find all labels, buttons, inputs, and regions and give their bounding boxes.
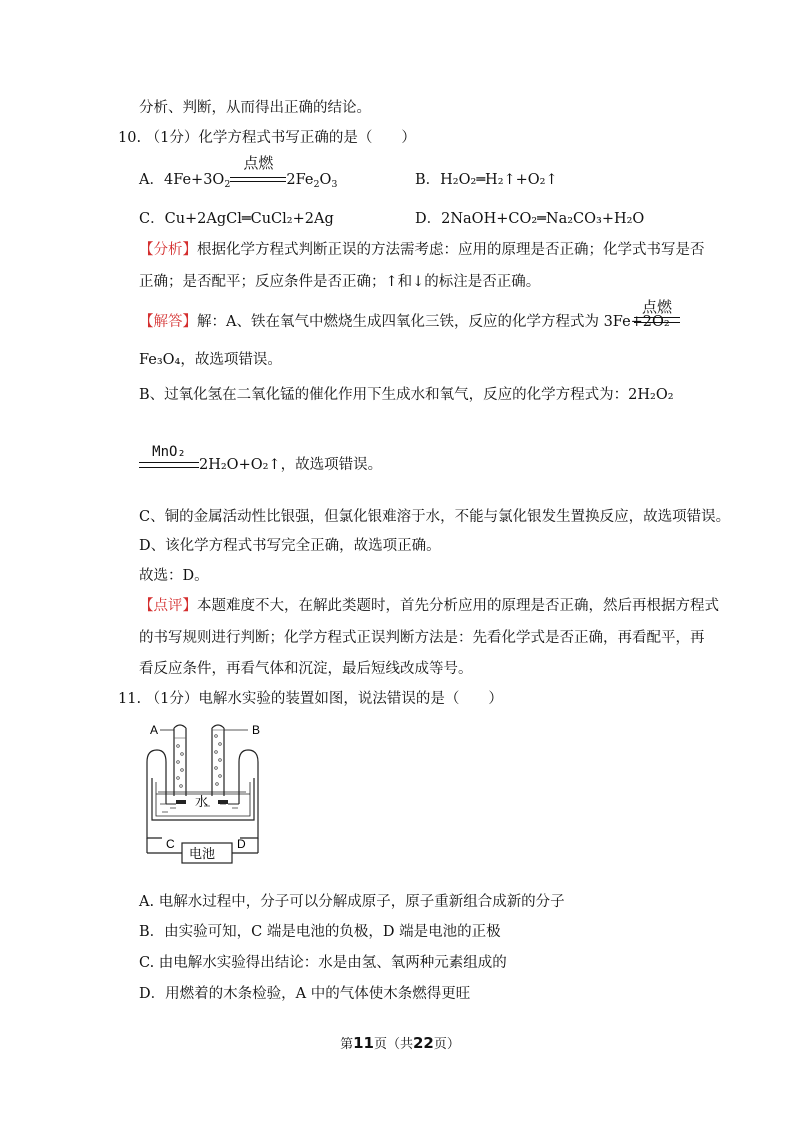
equals-bars [634, 317, 680, 323]
equation-lhs: 4Fe+3O [163, 172, 225, 188]
solution-line-6: D、该化学方程式书写完全正确，故选项正确。 [139, 538, 441, 554]
equals-bars [230, 177, 286, 182]
question-stem: （1分）化学方程式书写正确的是（ ） [145, 130, 416, 146]
question-number: 10. [118, 130, 142, 146]
equals-bars [139, 462, 199, 468]
comment-text: 本题难度不大，在解此类题时，首先分析应用的原理是否正确，然后再根据方程式 [197, 598, 719, 614]
question-11-stem [118, 689, 503, 709]
q10-option-a [139, 154, 338, 190]
solution-line-1 [139, 312, 670, 332]
label-a: A [150, 723, 159, 737]
comment-tag: 【点评】 [139, 598, 197, 614]
solution-line-7: 故选：D。 [139, 568, 209, 584]
battery-label: 电池 [189, 846, 216, 861]
solution-text: 解：A、铁在氧气中燃烧生成四氧化三铁，反应的化学方程式为 3Fe+2O₂ [197, 314, 670, 330]
solution-line-3: B、过氧化氢在二氧化锰的催化作用下生成水和氧气，反应的化学方程式为：2H₂O₂ [139, 387, 674, 403]
condition-label: 点燃 [641, 298, 672, 316]
condition-label: 点燃 [243, 154, 274, 172]
footer-text: 页（共 [373, 1037, 413, 1052]
question-number: 11. [118, 691, 142, 707]
continuation-text: 分析、判断，从而得出正确的结论。 [139, 100, 371, 116]
solution-tag: 【解答】 [139, 314, 197, 330]
question-10-stem [118, 128, 416, 148]
label-d: D [237, 837, 246, 851]
solution-line-4: 2H₂O+O₂↑，故选项错误。 [199, 457, 383, 473]
comment-line-3: 看反应条件，再看气体和沉淀，最后短线改成等号。 [139, 661, 473, 677]
condition-label: MnO₂ [152, 444, 186, 460]
page-footer [0, 1033, 800, 1052]
subscript: 2 [224, 179, 231, 190]
subscript: 2 [313, 179, 320, 190]
electrolysis-apparatus-figure [140, 716, 270, 868]
footer-text: 页） [433, 1037, 460, 1052]
q11-option-d: D．用燃着的木条检验，A 中的气体使木条燃得更旺 [139, 986, 471, 1002]
comment-line-2: 的书写规则进行判断；化学方程式正误判断方法是：先看化学式是否正确，再看配平，再 [139, 630, 705, 646]
tube-b [212, 725, 224, 796]
label-c: C [166, 837, 175, 851]
analysis-line-1 [139, 240, 705, 260]
q10-option-d: D．2NaOH+CO₂═Na₂CO₃+H₂O [415, 211, 645, 227]
q11-option-b: B．由实验可知，C 端是电池的负极，D 端是电池的正极 [139, 924, 501, 940]
analysis-tag: 【分析】 [139, 242, 197, 258]
question-stem: （1分）电解水实验的装置如图，说法错误的是（ ） [145, 691, 503, 707]
comment-line-1 [139, 596, 719, 616]
electrode-left [176, 800, 186, 804]
q10-option-c: C．Cu+2AgCl═CuCl₂+2Ag [139, 211, 334, 227]
equation-rhs: 2Fe [286, 172, 314, 188]
analysis-text: 根据化学方程式判断正误的方法需考虑：应用的原理是否正确；化学式书写是否 [197, 242, 705, 258]
current-page: 11 [353, 1034, 374, 1052]
q11-option-c: C. 由电解水实验得出结论：水是由氢、氧两种元素组成的 [139, 955, 507, 971]
electrode-right [218, 800, 228, 804]
solution-condition-burning [634, 296, 680, 326]
solution-line-5: C、铜的金属活动性比银强，但氯化银难溶于水，不能与氯化银发生置换反应，故选项错误。 [139, 509, 731, 525]
analysis-line-2: 正确；是否配平；反应条件是否正确；↑和↓的标注是否正确。 [139, 274, 541, 290]
footer-text: 第 [340, 1037, 354, 1052]
equation-rhs: O [319, 172, 332, 188]
gas-bubbles [177, 735, 222, 788]
label-b: B [252, 723, 261, 737]
reaction-condition [230, 154, 286, 187]
catalyst-condition [139, 444, 199, 472]
subscript: 3 [331, 179, 338, 190]
water-label: 水 [195, 794, 209, 809]
option-label: A． [139, 172, 164, 188]
solution-line-2: Fe₃O₄，故选项错误。 [139, 352, 282, 368]
q11-option-a: A. 电解水过程中，分子可以分解成原子，原子重新组合成新的分子 [139, 894, 565, 910]
q10-option-b: B．H₂O₂═H₂↑+O₂↑ [415, 172, 558, 188]
total-pages: 22 [413, 1034, 434, 1052]
